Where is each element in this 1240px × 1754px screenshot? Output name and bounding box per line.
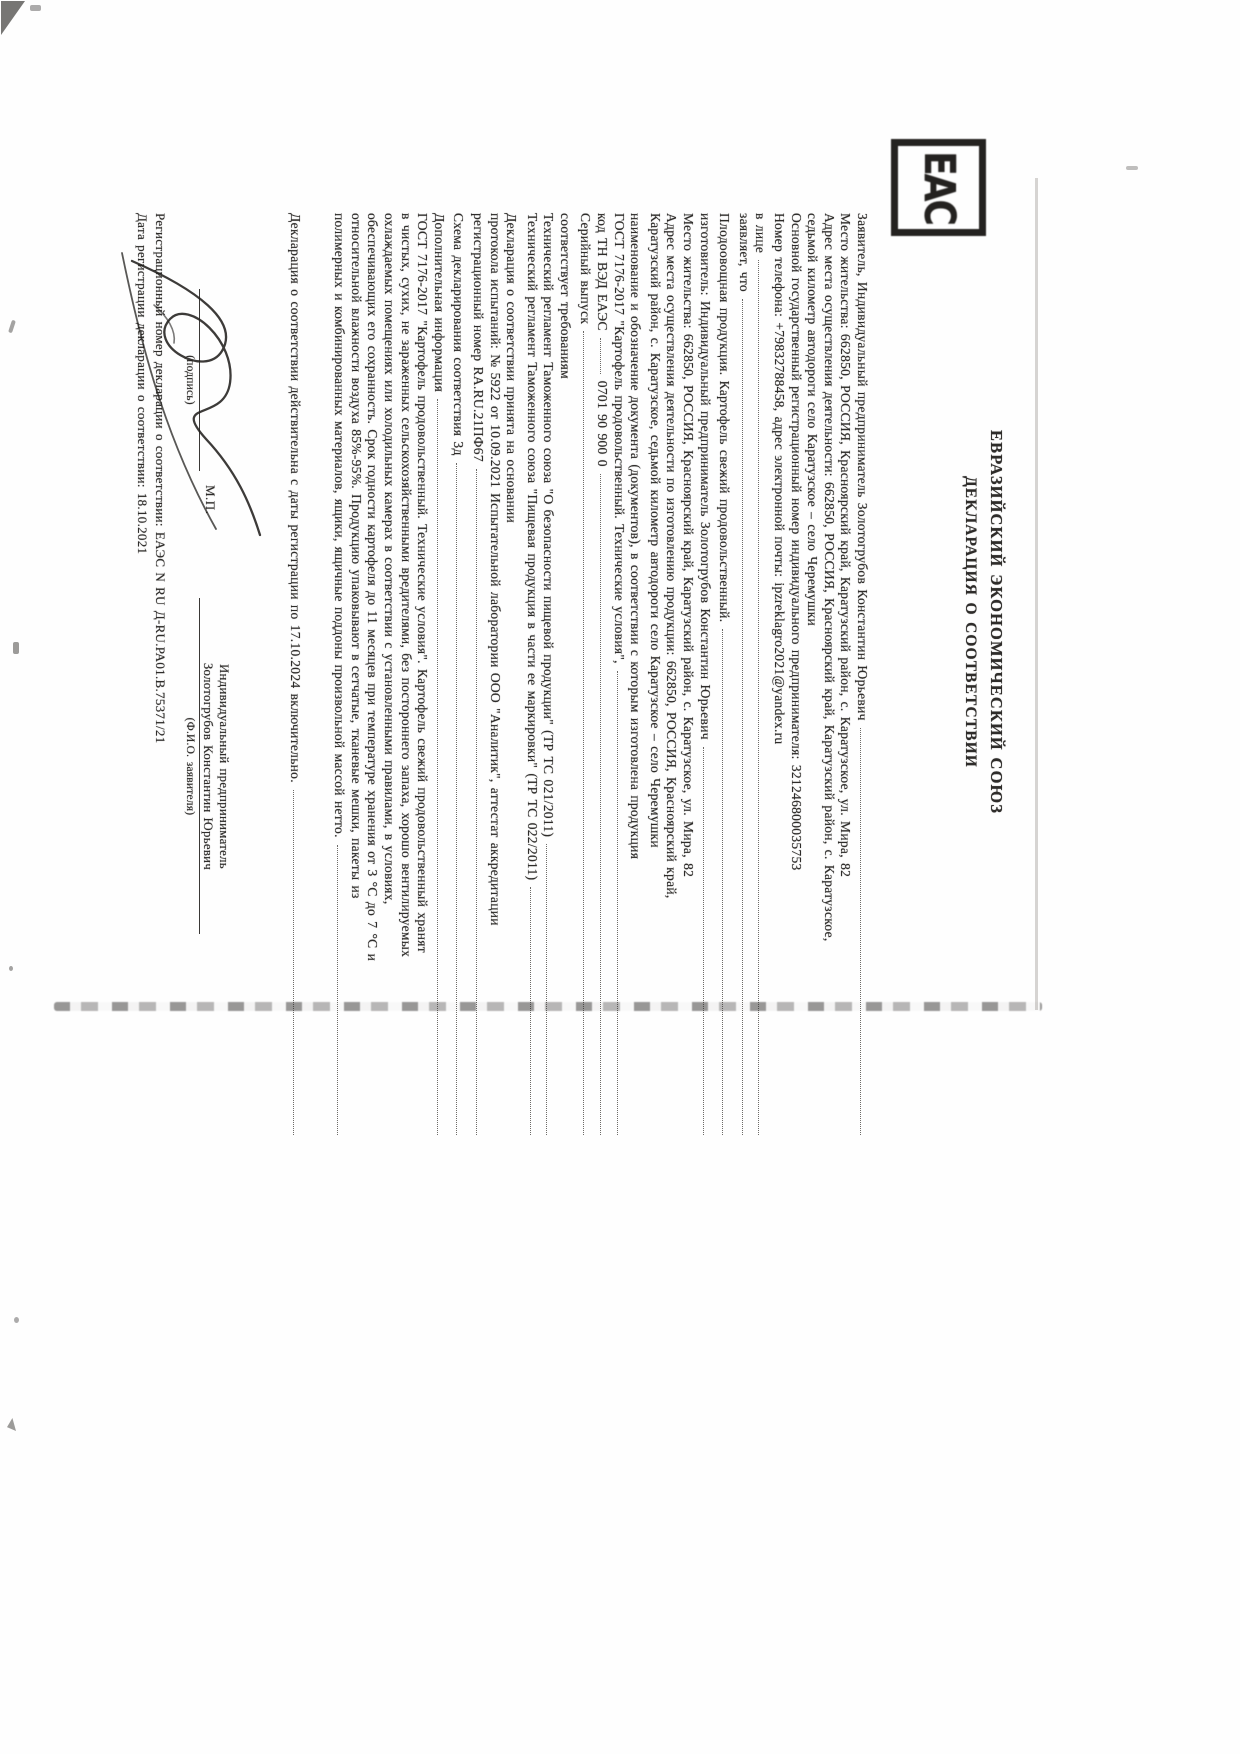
document-line: Адрес места осуществления деятельности по изготовлению продукции: 662850, РОССИЯ, Красноярский край, bbox=[664, 213, 680, 899]
document-line: охлаждаемых помещениях или холодильных камерах в соответствии с установленными правилами, в условиях, bbox=[381, 213, 397, 905]
dotted-leader bbox=[456, 463, 468, 1135]
dotted-leader bbox=[476, 469, 488, 1135]
body-lines bbox=[331, 213, 870, 1135]
dotted-leader bbox=[584, 331, 596, 1135]
stamp-placeholder: М.П. bbox=[203, 485, 218, 515]
declarant-name-cell bbox=[184, 598, 231, 934]
document-line: Технический регламент Таможенного союза "О безопасности пищевой продукции" (ТР ТС 021/2011) bbox=[540, 213, 557, 1135]
document-line: ГОСТ 7176-2017 "Картофель продовольственный. Технические условия". Картофель свежий продовольственный хранят bbox=[415, 213, 431, 953]
document-body bbox=[134, 0, 874, 1754]
dotted-leader bbox=[703, 747, 715, 1135]
declarant-name-line1: Индивидуальный предприниматель bbox=[217, 663, 231, 869]
scan-speck bbox=[13, 642, 19, 654]
document-line: заявляет, что bbox=[735, 213, 752, 1135]
document-line: в лице bbox=[752, 213, 769, 1135]
document-line: Место жительства: 662850, РОССИЯ, Красноярский край, Каратузский район, с. Каратузское, ул. Мира, 82 bbox=[681, 213, 697, 878]
signature-caption: (подпись) bbox=[184, 355, 196, 405]
document-line: соответствует требованиям bbox=[557, 213, 573, 380]
dotted-leader bbox=[860, 728, 872, 1135]
document-line: Заявитель, Индивидуальный предприниматель Золотогрубов Константин Юрьевич bbox=[853, 213, 870, 1135]
document-line: седьмой километр автодороги село Каратузское – село Черемушки bbox=[805, 213, 821, 627]
scan-speck bbox=[30, 5, 41, 11]
union-title: ЕВРАЗИЙСКИЙ ЭКОНОМИЧЕСКИЙ СОЮЗ bbox=[987, 429, 1006, 814]
document-line: Основной государственный регистрационный номер индивидуального предпринимателя: 321246800035753 bbox=[788, 213, 804, 871]
dotted-leader bbox=[530, 887, 542, 1135]
document-line: Каратузский район, с. Каратузское, седьмой километр автодороги село Каратузское – село Черемушки bbox=[647, 213, 663, 848]
document-line: Плодоовощная продукция. Картофель свежий продовольственный. bbox=[716, 213, 733, 1135]
scan-speck bbox=[8, 320, 16, 334]
document-line: Схема декларирования соответствия 3д bbox=[450, 213, 467, 1135]
document-header bbox=[874, 0, 1042, 1754]
signature-underline bbox=[199, 289, 200, 471]
document-line: в чистых, сухих, не зараженных сельскохозяйственными вредителями, без постороннего запаха, хорошо вентилируемых bbox=[398, 213, 414, 958]
document-line: Место жительства: 662850, РОССИЯ, Красноярский край, Каратузский район, с. Каратузское, ул. Мира, 82 bbox=[838, 213, 854, 878]
scan-fold-artifact bbox=[54, 1002, 1042, 1011]
declaration-document bbox=[97, 0, 1042, 1754]
eac-conformity-mark-icon bbox=[891, 139, 986, 236]
document-line: регистрационный номер RA.RU.21ПФ67 bbox=[469, 213, 486, 1135]
signature-block bbox=[184, 213, 270, 1135]
eac-mark-letters: ЕАС bbox=[914, 151, 963, 224]
validity-line: Декларация о соответствии действительна с даты регистрации по 17.10.2024 включительно. bbox=[286, 213, 303, 1135]
registration-footer bbox=[134, 213, 169, 1135]
paper-edge-shadow bbox=[1035, 178, 1038, 1010]
document-line: наименование и обозначение документа (документов), в соответствии с которым изготовлена продукция bbox=[628, 213, 644, 860]
registration-date-line: Дата регистрации декларации о соответствии: 18.10.2021 bbox=[135, 213, 151, 555]
dotted-leader bbox=[722, 629, 734, 1135]
document-line: относительной влажности воздуха 85%-95%. Продукцию упаковывают в сетчатые, тканевые мешки, пакеты из bbox=[348, 213, 364, 899]
title-block bbox=[961, 368, 1006, 876]
document-line: код ТН ВЭД ЕАЭС 0701 90 900 0 bbox=[594, 213, 611, 1135]
registration-number-line: Регистрационный номер декларации о соответствии: ЕАЭС N RU Д-RU.РА01.В.75371/21 bbox=[153, 213, 168, 744]
scan-speck bbox=[9, 966, 13, 971]
document-title: ДЕКЛАРАЦИЯ О СООТВЕТСТВИИ bbox=[962, 476, 979, 768]
scan-speck bbox=[1, 1, 25, 35]
dotted-leader bbox=[293, 790, 305, 1135]
dotted-leader bbox=[546, 844, 558, 1135]
signature-cell bbox=[184, 289, 200, 471]
dotted-leader bbox=[600, 474, 612, 1135]
scan-speck bbox=[1126, 166, 1138, 170]
declarant-name-caption: (Ф.И.О. заявителя) bbox=[184, 717, 196, 816]
document-line: изготовитель: Индивидуальный предприниматель Золотогрубов Константин Юрьевич bbox=[696, 213, 713, 1135]
document-line: обеспечивающих его сохранность. Срок годности картофеля до 11 месяцев при температуре хранения от 3 °С до 7 °С и bbox=[365, 213, 381, 962]
document-line: Номер телефона: +79832788458, адрес электронной почты: ipzreklagro2021@yandex.ru bbox=[772, 213, 788, 745]
dotted-leader bbox=[600, 338, 612, 374]
document-line: полимерных и комбинированных материалов, ящики, ящичные поддоны произвольной массой нетто. bbox=[331, 213, 348, 1135]
scan-speck bbox=[14, 1317, 19, 1323]
document-line: Серийный выпуск bbox=[577, 213, 594, 1135]
dotted-leader bbox=[437, 399, 449, 1135]
document-line: Дополнительная информация bbox=[430, 213, 447, 1135]
document-line: ГОСТ 7176-2017 "Картофель продовольственный. Технические условия", bbox=[610, 213, 627, 1135]
document-line: протокола испытаний: № 5922 от 10.09.2021 Испытательной лаборатории ООО "Аналитик", аттестат аккредитации bbox=[487, 213, 503, 926]
document-line: Адрес места осуществления деятельности: 662850, РОССИЯ, Красноярский край, Каратузский район, с. Каратузское, bbox=[821, 213, 837, 942]
document-line: Декларация о соответствии принята на основании bbox=[504, 213, 520, 524]
dotted-leader bbox=[337, 845, 349, 1135]
declarant-name-line2: Золотогрубов Константин Юрьевич bbox=[201, 662, 216, 871]
scan-speck bbox=[7, 1418, 16, 1431]
tn-ved-code: 0701 90 900 0 bbox=[595, 380, 611, 467]
document-line: Технический регламент Таможенного союза "Пищевая продукция в части ее маркировки" (ТР ТС 022/2011) bbox=[523, 213, 540, 1135]
dotted-leader bbox=[617, 671, 629, 1135]
